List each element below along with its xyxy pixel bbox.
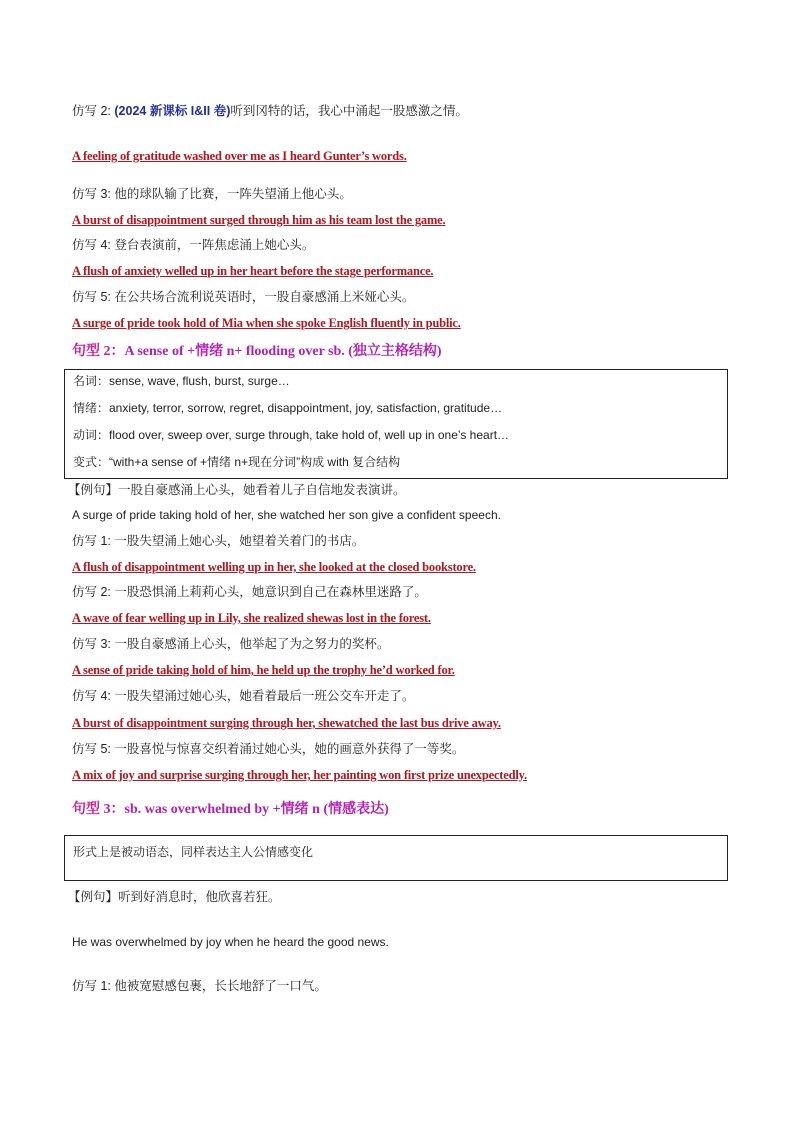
practice-2-answer: A feeling of gratitude washed over me as I heard Gunter’s words. <box>72 149 407 163</box>
pattern-2-example-cn: 【例句】一股自豪感涌上心头，她看着儿子自信地发表演讲。 <box>68 483 406 497</box>
source-tag: (2024 新课标 I&II 卷) <box>114 104 231 118</box>
p2-practice-3-prompt: 仿写 3: 一股自豪感涌上心头，他举起了为之努力的奖杯。 <box>72 637 390 651</box>
practice-4-prompt: 仿写 4: 登台表演前，一阵焦虑涌上她心头。 <box>72 238 315 252</box>
notes-verbs: 动词：flood over, sweep over, surge through, take hold of, well up in one’s heart… <box>73 428 510 442</box>
notes-emotions: 情绪：anxiety, terror, sorrow, regret, disappointment, joy, satisfaction, gratitude… <box>73 401 503 415</box>
notes-variant: 变式：“with+a sense of +情绪 n+现在分词”构成 with 复合结构 <box>73 455 401 469</box>
pattern-3-example-en: He was overwhelmed by joy when he heard the good news. <box>72 935 389 949</box>
p2-practice-5-prompt: 仿写 5: 一股喜悦与惊喜交织着涌过她心头，她的画意外获得了一等奖。 <box>72 742 465 756</box>
practice-5-answer: A surge of pride took hold of Mia when she spoke English fluently in public. <box>72 316 461 330</box>
pattern-2-heading: 句型 2：A sense of +情绪 n+ flooding over sb. (独立主格结构) <box>72 344 442 359</box>
practice-2-prompt: 仿写 2: (2024 新课标 I&II 卷)听到冈特的话，我心中涌起一股感激之情。 <box>72 104 468 118</box>
p2-practice-4-prompt: 仿写 4: 一股失望涌过她心头，她看着最后一班公交车开走了。 <box>72 689 415 703</box>
p3-practice-1-prompt: 仿写 1: 他被宽慰感包裹，长长地舒了一口气。 <box>72 979 327 993</box>
practice-3-prompt: 仿写 3: 他的球队输了比赛，一阵失望涌上他心头。 <box>72 187 352 201</box>
practice-4-answer: A flush of anxiety welled up in her heart before the stage performance. <box>72 264 434 278</box>
p2-practice-4-answer: A burst of disappointment surging through her, shewatched the last bus drive away. <box>72 716 501 730</box>
practice-5-prompt: 仿写 5: 在公共场合流利说英语时，一股自豪感涌上米娅心头。 <box>72 290 415 304</box>
pattern-3-notes-box <box>64 835 728 881</box>
pattern-2-notes-box <box>64 369 728 479</box>
p2-practice-3-answer: A sense of pride taking hold of him, he held up the trophy he’d worked for. <box>72 663 455 677</box>
p2-practice-1-prompt: 仿写 1: 一股失望涌上她心头，她望着关着门的书店。 <box>72 534 365 548</box>
pattern-3-heading: 句型 3：sb. was overwhelmed by +情绪 n (情感表达) <box>72 802 389 817</box>
p2-practice-2-prompt: 仿写 2: 一股恐惧涌上莉莉心头，她意识到自己在森林里迷路了。 <box>72 585 427 599</box>
pattern-2-example-en: A surge of pride taking hold of her, she watched her son give a confident speech. <box>72 508 501 522</box>
p2-practice-5-answer: A mix of joy and surprise surging through her, her painting won first prize unexpectedly. <box>72 768 527 782</box>
notes-passive: 形式上是被动语态，同样表达主人公情感变化 <box>73 845 314 859</box>
p2-practice-1-answer: A flush of disappointment welling up in her, she looked at the closed bookstore. <box>72 560 476 574</box>
p2-practice-2-answer: A wave of fear welling up in Lily, she realized shewas lost in the forest. <box>72 611 431 625</box>
practice-3-answer: A burst of disappointment surged through him as his team lost the game. <box>72 213 446 227</box>
pattern-3-example-cn: 【例句】听到好消息时，他欣喜若狂。 <box>68 890 281 904</box>
notes-nouns: 名词：sense, wave, flush, burst, surge… <box>73 374 290 388</box>
